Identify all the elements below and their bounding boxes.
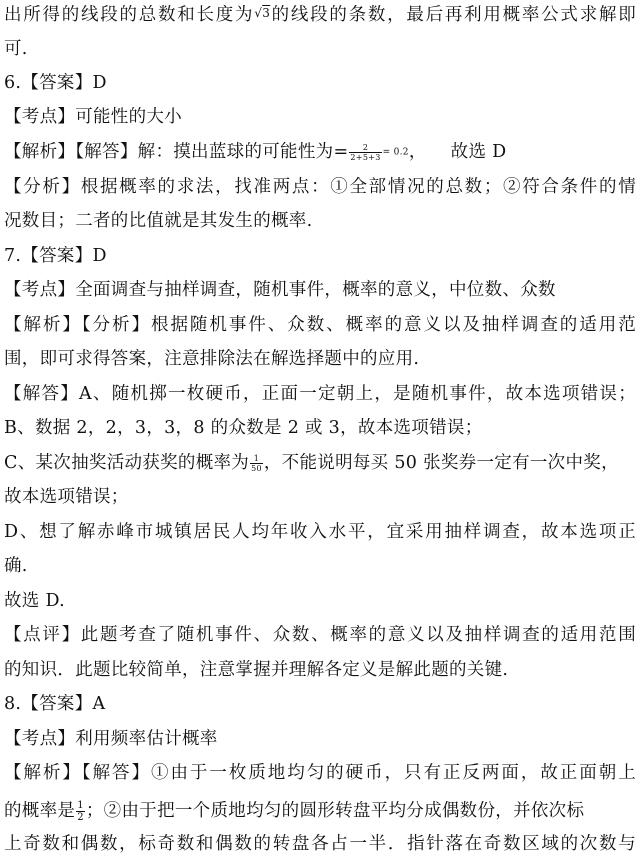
text-line-1 (4, 3, 636, 28)
answer-6-topic: 【考点】可能性的大小 (4, 107, 182, 127)
fraction-numerator: 1 (250, 454, 263, 464)
fraction-denominator: 2+5+3 (350, 153, 381, 162)
fraction-blue-probability (349, 143, 381, 162)
text-line-2: 可. (4, 39, 28, 59)
text-segment: 【解析】【解答】解：摸出蓝球的可能性为= (4, 142, 349, 162)
answer-7-option-c (4, 451, 636, 475)
answer-7-option-b: B、数据 2，2，3，3，8 的众数是 2 或 3，故本选项错误； (4, 418, 483, 438)
answer-8-heading: 8.【答案】A (4, 694, 106, 714)
fraction-prize-probability (250, 454, 263, 473)
answer-7-topic: 【考点】全面调查与抽样调查，随机事件，概率的意义，中位数、众数 (4, 280, 556, 300)
fraction-result: = 0.2 (382, 147, 409, 158)
answer-6-analysis-1: 【分析】根据概率的求法，找准两点：①全部情况的总数；②符合条件的情 (4, 177, 636, 197)
text-segment: 的概率是 (4, 801, 76, 821)
answer-7-review-1: 【点评】此题考查了随机事件、众数、概率的意义以及抽样调查的适用范围 (4, 625, 636, 645)
answer-7-option-d-cont: 确. (4, 556, 28, 576)
answer-6-solution: 【解析】【解答】解：摸出蓝球的可能性为= $\frac{2}{2+5+3}$ = 0.2， 故选 D (4, 142, 507, 162)
fraction-numerator: 1 (77, 800, 84, 811)
answer-7-option-a: 【解答】A、随机掷一枚硬币，正面一定朝上，是随机事件，故本选项错误； (4, 384, 636, 404)
fraction-numerator: 2 (349, 143, 381, 153)
text-segment: ；②由于把一个质地均匀的圆形转盘平均分成偶数份，并依次标 (85, 801, 585, 821)
answer-8-solution-2 (4, 799, 636, 823)
fraction-half (76, 800, 85, 823)
fraction-denominator: 50 (251, 464, 262, 473)
answer-7-option-d: D、想了解赤峰市城镇居民人均年收入水平，宜采用抽样调查，故本选项正 (4, 522, 636, 542)
sqrt-radicand: 3 (262, 6, 271, 20)
answer-7-option-c-cont: 故本选项错误； (4, 487, 129, 507)
answer-8-solution-1: 【解析】【解答】①由于一枚质地均匀的硬币，只有正反两面，故正面朝上 (4, 763, 636, 783)
answer-7-review-2: 的知识．此题比较简单，注意掌握并理解各定义是解此题的关键. (4, 660, 509, 680)
sqrt-expression: √3 (254, 6, 271, 20)
text-segment: C、某次抽奖活动获奖的概率为 (4, 453, 250, 473)
text-segment: 出所得的线段的总数和长度为 (4, 5, 255, 25)
answer-6-heading: 6.【答案】D (4, 73, 107, 93)
answer-7-conclusion: 故选 D. (4, 591, 66, 611)
text-segment: 的线段的条数，最后再利用概率公式求解即 (270, 5, 636, 25)
answer-6-analysis-2: 况数目；二者的比值就是其发生的概率. (4, 211, 313, 231)
answer-7-heading: 7.【答案】D (4, 246, 107, 266)
answer-7-analysis-2: 围，即可求得答案，注意排除法在解选择题中的应用. (4, 349, 420, 369)
answer-8-topic: 【考点】利用频率估计概率 (4, 729, 218, 749)
text-segment: 故选 D (450, 142, 507, 162)
text-segment: ，不能说明每买 50 张奖券一定有一次中奖， (263, 453, 619, 473)
answer-7-analysis-1: 【解析】【分析】根据随机事件、众数、概率的意义以及抽样调查的适用范 (4, 315, 636, 335)
fraction-denominator: 2 (77, 812, 84, 823)
answer-8-solution-3: 上奇数和偶数，标奇数和偶数的转盘各占一半．指针落在奇数区域的次数与 (4, 834, 636, 854)
